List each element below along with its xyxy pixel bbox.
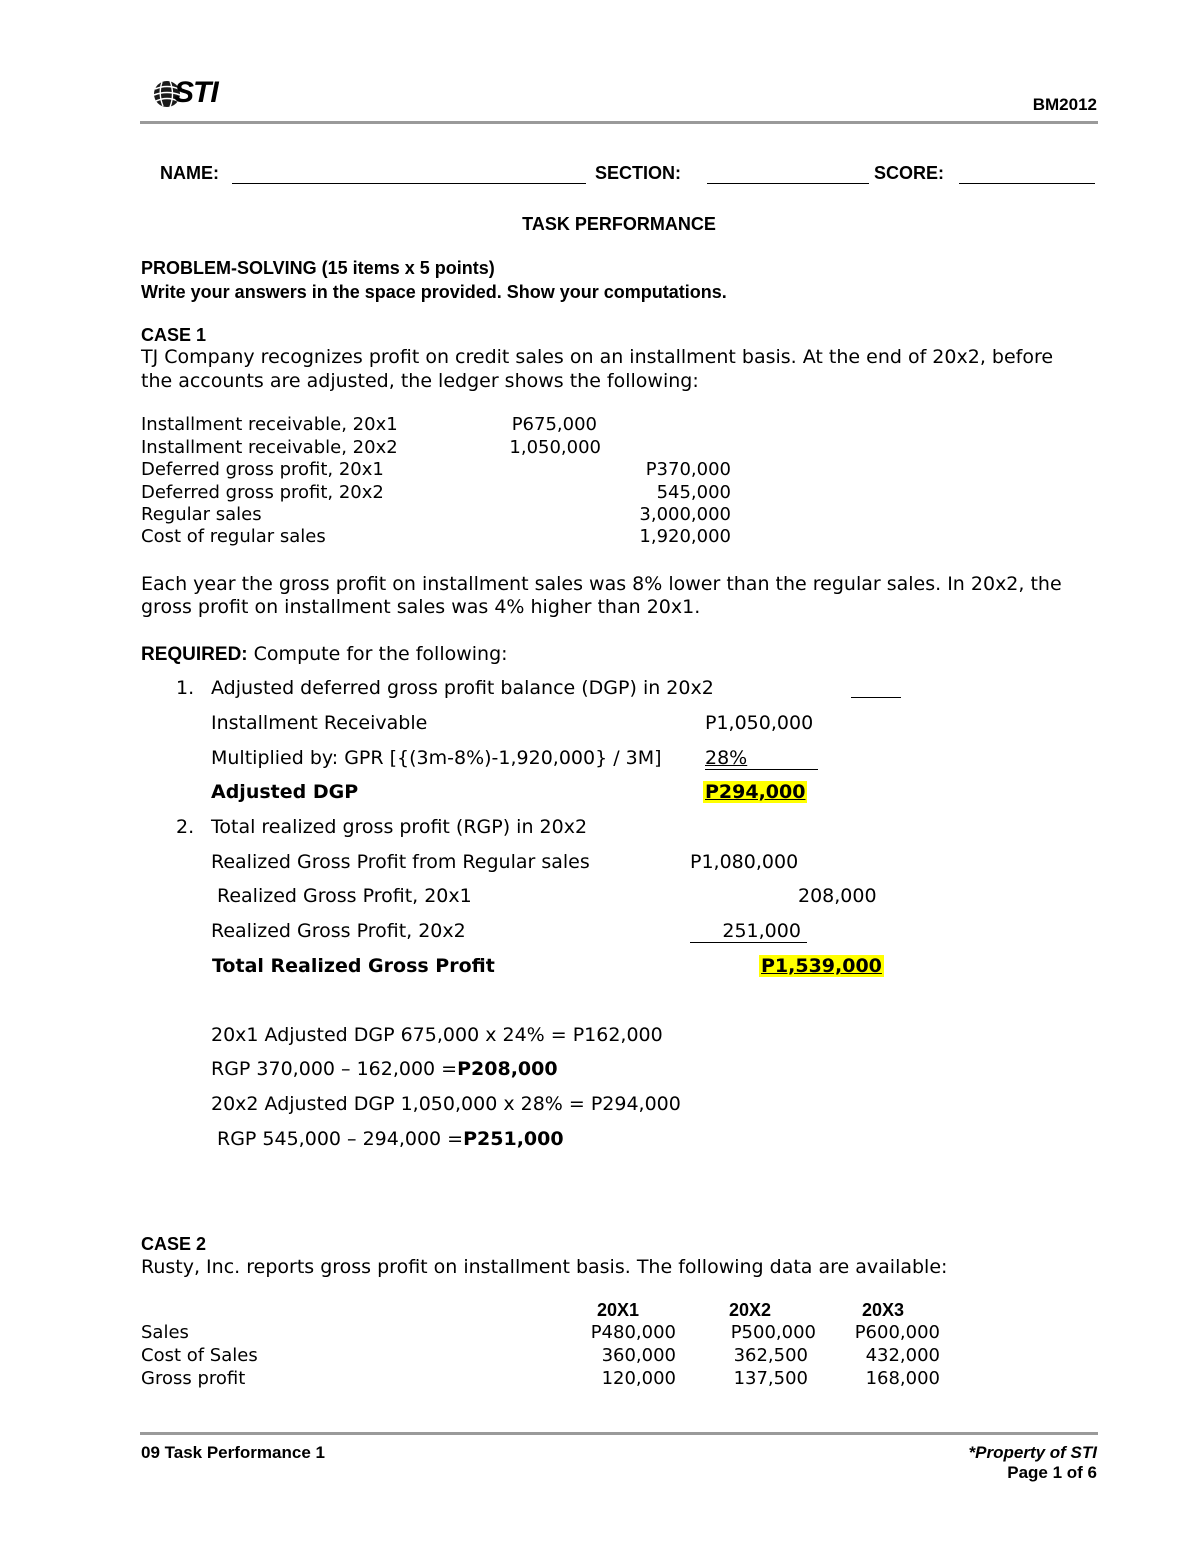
computation-line — [217, 1128, 564, 1150]
q2-line2-label: Realized Gross Profit, 20x1 — [217, 885, 472, 907]
computation-text: RGP 370,000 – 162,000 = — [211, 1058, 458, 1080]
ledger-credit: 1,920,000 — [639, 526, 731, 547]
q2-total-label: Total Realized Gross Profit — [212, 955, 495, 977]
q2-number: 2. — [176, 816, 195, 838]
q1-line1-value: P1,050,000 — [705, 712, 814, 734]
q1-answer-blank[interactable] — [851, 677, 901, 698]
column-header: 20X1 — [597, 1300, 640, 1320]
ledger-label: Deferred gross profit, 20x1 — [141, 459, 384, 480]
ledger-debit: P675,000 — [511, 414, 597, 435]
ledger-debit: 1,050,000 — [509, 437, 601, 458]
q2-line1-label: Realized Gross Profit from Regular sales — [211, 851, 590, 873]
instructions-subheading: Write your answers in the space provided. Show your computations. — [141, 282, 727, 302]
q1-line2-label: Multiplied by: GPR [{(3m-8%)-1,920,000} / 3M] — [211, 747, 662, 769]
cell: 168,000 — [865, 1368, 940, 1389]
course-code: BM2012 — [1032, 95, 1097, 114]
q2-line2-value: 208,000 — [798, 885, 877, 907]
q2-line1-value: P1,080,000 — [690, 851, 799, 873]
section-label: SECTION: — [595, 163, 682, 183]
case1-note-line2: gross profit on installment sales was 4% higher than 20x1. — [141, 596, 701, 618]
case1-heading: CASE 1 — [141, 325, 207, 345]
score-field[interactable] — [959, 163, 1095, 184]
required-text: Compute for the following: — [247, 643, 508, 665]
name-field[interactable] — [232, 163, 586, 184]
computation-line: 20x2 Adjusted DGP 1,050,000 x 28% = P294,000 — [211, 1093, 681, 1115]
q1-total-value — [703, 781, 807, 803]
computation-result: P208,000 — [457, 1058, 558, 1080]
row-label: Cost of Sales — [141, 1345, 258, 1366]
q1-total-label: Adjusted DGP — [211, 781, 359, 803]
ledger-credit: 545,000 — [656, 482, 731, 503]
ledger-label: Installment receivable, 20x2 — [141, 437, 398, 458]
name-label: NAME: — [160, 163, 219, 183]
cell: 432,000 — [865, 1345, 940, 1366]
logo-text: STI — [174, 76, 218, 109]
q2-answer-highlight: P1,539,000 — [761, 955, 882, 977]
q2-line3-label: Realized Gross Profit, 20x2 — [211, 920, 466, 942]
section-field[interactable] — [707, 163, 869, 184]
cell: 360,000 — [601, 1345, 676, 1366]
required-label: REQUIRED: — [141, 644, 248, 665]
column-header: 20X3 — [862, 1300, 905, 1320]
q1-text: Adjusted deferred gross profit balance (DGP) in 20x2 — [211, 677, 714, 699]
cell: 137,500 — [733, 1368, 808, 1389]
ledger-label: Installment receivable, 20x1 — [141, 414, 398, 435]
case2-intro: Rusty, Inc. reports gross profit on installment basis. The following data are available: — [141, 1256, 948, 1278]
q2-line3-value — [690, 920, 807, 943]
page-title: TASK PERFORMANCE — [522, 214, 716, 234]
ledger-credit: 3,000,000 — [639, 504, 731, 525]
sti-logo — [150, 74, 224, 114]
ledger-label: Cost of regular sales — [141, 526, 326, 547]
computation-result: P251,000 — [463, 1128, 564, 1150]
q2-total-value — [759, 955, 884, 977]
q1-line1-label: Installment Receivable — [211, 712, 428, 734]
ledger-label: Deferred gross profit, 20x2 — [141, 482, 384, 503]
column-header: 20X2 — [729, 1300, 772, 1320]
computation-text: RGP 545,000 – 294,000 = — [217, 1128, 464, 1150]
q2-text: Total realized gross profit (RGP) in 20x2 — [211, 816, 588, 838]
cell: P500,000 — [730, 1322, 816, 1343]
footer-property: *Property of STI — [968, 1443, 1097, 1462]
case2-heading: CASE 2 — [141, 1234, 207, 1254]
q1-line2-value — [705, 747, 818, 770]
ledger-credit: P370,000 — [645, 459, 731, 480]
footer-doc-title: 09 Task Performance 1 — [141, 1443, 325, 1462]
computation-line — [211, 1058, 558, 1080]
q1-answer-highlight: P294,000 — [705, 781, 806, 803]
footer-rule — [140, 1432, 1098, 1435]
case1-intro-line1: TJ Company recognizes profit on credit sales on an installment basis. At the end of 20x2, before — [141, 346, 1054, 368]
score-label: SCORE: — [874, 163, 945, 183]
q1-number: 1. — [176, 677, 195, 699]
instructions-heading: PROBLEM-SOLVING (15 items x 5 points) — [141, 258, 495, 278]
page-number: Page 1 of 6 — [1007, 1463, 1097, 1482]
cell: P480,000 — [590, 1322, 676, 1343]
row-label: Sales — [141, 1322, 189, 1343]
ledger-label: Regular sales — [141, 504, 262, 525]
computation-line: 20x1 Adjusted DGP 675,000 x 24% = P162,000 — [211, 1024, 663, 1046]
row-label: Gross profit — [141, 1368, 246, 1389]
required-line — [141, 643, 508, 666]
header-rule — [140, 121, 1098, 124]
cell: P600,000 — [854, 1322, 940, 1343]
case1-intro-line2: the accounts are adjusted, the ledger shows the following: — [141, 370, 699, 392]
cell: 120,000 — [601, 1368, 676, 1389]
cell: 362,500 — [733, 1345, 808, 1366]
q1-gpr-value: 28% — [705, 747, 748, 769]
case1-note-line1: Each year the gross profit on installment sales was 8% lower than the regular sales. In 20x2, the — [141, 573, 1062, 595]
q2-rgp-20x2-value: 251,000 — [722, 920, 801, 942]
